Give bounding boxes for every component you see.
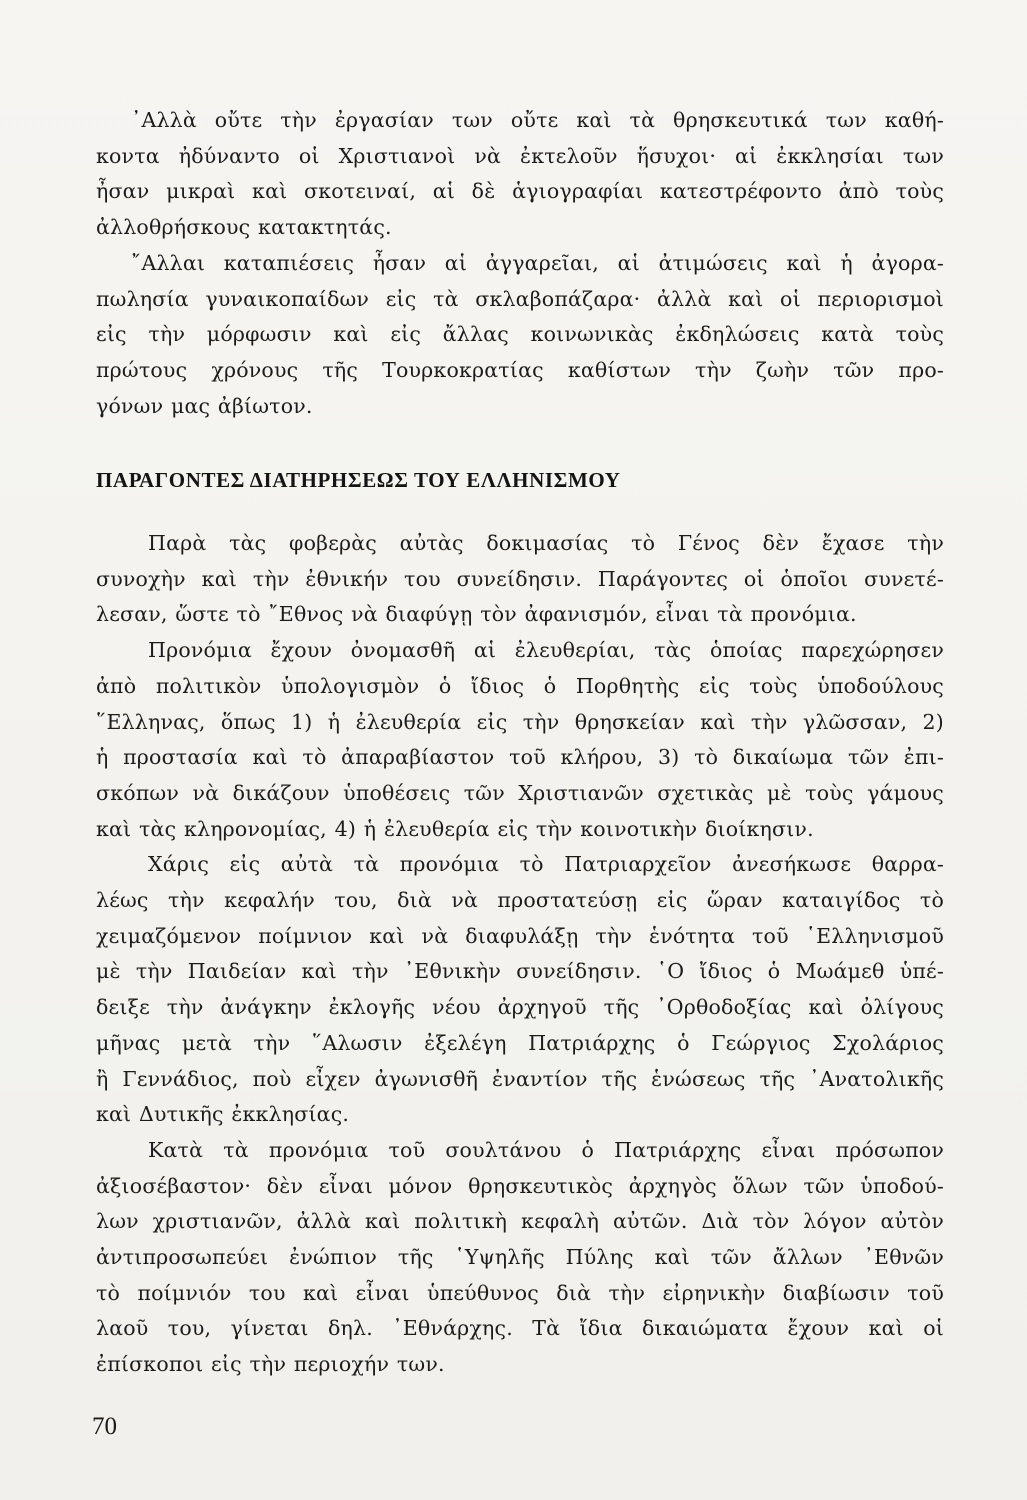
section-heading: ΠΑΡΑΓΟΝΤΕΣ ΔΙΑΤΗΡΗΣΕΩΣ ΤΟΥ ΕΛΛΗΝΙΣΜΟΥ (96, 468, 621, 492)
text-line: χειμαζόμενον ποίμνιον καὶ νὰ διαφυλάξῃ τὴν ἑνότητα τοῦ ῾Ελληνισμοῦ (96, 923, 944, 948)
text-line: λαοῦ του, γίνεται δηλ. ᾿Εθνάρχης. Τὰ ἴδια δικαιώματα ἔχουν καὶ οἱ (96, 1316, 944, 1341)
paragraph-cohesion (96, 526, 944, 633)
paragraph-patriarch-role (96, 1133, 944, 1383)
page-number: 70 (92, 1413, 117, 1440)
text-line: Κατὰ τὰ προνόμια τοῦ σουλτάνου ὁ Πατριάρχης εἶναι πρόσωπον (148, 1137, 944, 1162)
text-line: ἐπίσκοποι εἰς τὴν περιοχήν των. (96, 1352, 445, 1377)
text-line: γόνων μας ἀβίωτον. (96, 393, 313, 418)
paragraph-other-oppressions (96, 246, 944, 425)
text-line: κοντα ἠδύναντο οἱ Χριστιανοὶ νὰ ἐκτελοῦν ἥσυχοι· αἱ ἐκκλησίαι των (96, 143, 944, 168)
text-line: καὶ Δυτικῆς ἐκκλησίας. (96, 1102, 350, 1127)
paragraph-privileges (96, 633, 944, 847)
text-line: λέως τὴν κεφαλήν του, διὰ νὰ προστατεύσῃ εἰς ὥραν καταιγίδος τὸ (96, 888, 944, 913)
text-line: ἀντιπροσωπεύει ἐνώπιον τῆς ῾Υψηλῆς Πύλης καὶ τῶν ἄλλων ᾿Εθνῶν (96, 1245, 944, 1270)
text-line: ἀξιοσέβαστον· δὲν εἶναι μόνον θρησκευτικὸς ἀρχηγὸς ὅλων τῶν ὑποδού- (96, 1173, 944, 1198)
text-line: ἡ προστασία καὶ τὸ ἀπαραβίαστον τοῦ κλήρου, 3) τὸ δικαίωμα τῶν ἐπι- (96, 745, 944, 770)
text-line: ἀπὸ πολιτικὸν ὑπολογισμὸν ὁ ἴδιος ὁ Πορθητὴς εἰς τοὺς ὑποδούλους (96, 673, 944, 698)
paragraph-labor-and-churches (96, 103, 944, 246)
text-line: μὲ τὴν Παιδείαν καὶ τὴν ᾿Εθνικὴν συνείδησιν. ῾Ο ἴδιος ὁ Μωάμεθ ὑπέ- (96, 959, 944, 984)
text-line: λεσαν, ὥστε τὸ ῎Εθνος νὰ διαφύγῃ τὸν ἀφανισμόν, εἶναι τὰ προνόμια. (96, 602, 857, 627)
text-line: ῎Αλλαι καταπιέσεις ἦσαν αἱ ἀγγαρεῖαι, αἱ ἀτιμώσεις καὶ ἡ ἀγορα- (131, 250, 944, 275)
text-line: εἰς τὴν μόρφωσιν καὶ εἰς ἄλλας κοινωνικὰς ἐκδηλώσεις κατὰ τοὺς (96, 322, 944, 347)
text-block-intro (96, 103, 944, 424)
text-line: μῆνας μετὰ τὴν ῞Αλωσιν ἐξελέγη Πατριάρχης ὁ Γεώργιος Σχολάριος (96, 1030, 944, 1055)
text-line: Παρὰ τὰς φοβερὰς αὐτὰς δοκιμασίας τὸ Γένος δὲν ἔχασε τὴν (148, 531, 944, 555)
text-line: ᾿Αλλὰ οὔτε τὴν ἐργασίαν των οὔτε καὶ τὰ θρησκευτικά των καθή- (131, 108, 944, 132)
text-line: πρώτους χρόνους τῆς Τουρκοκρατίας καθίστων τὴν ζωὴν τῶν προ- (96, 357, 944, 382)
text-line: ἢ Γεννάδιος, ποὺ εἶχεν ἀγωνισθῆ ἐναντίον τῆς ἑνώσεως τῆς ᾿Ανατολικῆς (96, 1066, 944, 1091)
text-line: τὸ ποίμνιόν του καὶ εἶναι ὑπεύθυνος διὰ τὴν εἰρηνικὴν διαβίωσιν τοῦ (96, 1280, 944, 1305)
text-line: ῞Ελληνας, ὅπως 1) ἡ ἐλευθερία εἰς τὴν θρησκείαν καὶ τὴν γλῶσσαν, 2) (96, 709, 944, 734)
text-line: σκόπων νὰ δικάζουν ὑποθέσεις τῶν Χριστιανῶν σχετικὰς μὲ τοὺς γάμους (96, 780, 944, 805)
paragraph-patriarchate (96, 847, 944, 1133)
text-line: δειξε τὴν ἀνάγκην ἐκλογῆς νέου ἀρχηγοῦ τῆς ᾿Ορθοδοξίας καὶ ὀλίγους (96, 995, 944, 1020)
text-line: καὶ τὰς κληρονομίας, 4) ἡ ἐλευθερία εἰς τὴν κοινοτικὴν διοίκησιν. (96, 816, 814, 841)
text-line: λων χριστιανῶν, ἀλλὰ καὶ πολιτικὴ κεφαλὴ αὐτῶν. Διὰ τὸν λόγον αὐτὸν (96, 1209, 944, 1234)
text-line: ἦσαν μικραὶ καὶ σκοτειναί, αἱ δὲ ἁγιογραφίαι κατεστρέφοντο ἀπὸ τοὺς (96, 179, 944, 204)
text-line: ἀλλοθρήσκους κατακτητάς. (96, 215, 392, 240)
text-line: Χάρις εἰς αὐτὰ τὰ προνόμια τὸ Πατριαρχεῖον ἀνεσήκωσε θαρρα- (148, 852, 944, 877)
text-line: πωλησία γυναικοπαίδων εἰς τὰ σκλαβοπάζαρα· ἀλλὰ καὶ οἱ περιορισμοὶ (96, 286, 944, 311)
text-line: συνοχὴν καὶ τὴν ἐθνικήν του συνείδησιν. Παράγοντες οἱ ὁποῖοι συνετέ- (96, 566, 944, 591)
text-line: Προνόμια ἔχουν ὀνομασθῆ αἱ ἐλευθερίαι, τὰς ὁποίας παρεχώρησεν (148, 638, 944, 663)
text-block-factors (96, 526, 944, 1383)
